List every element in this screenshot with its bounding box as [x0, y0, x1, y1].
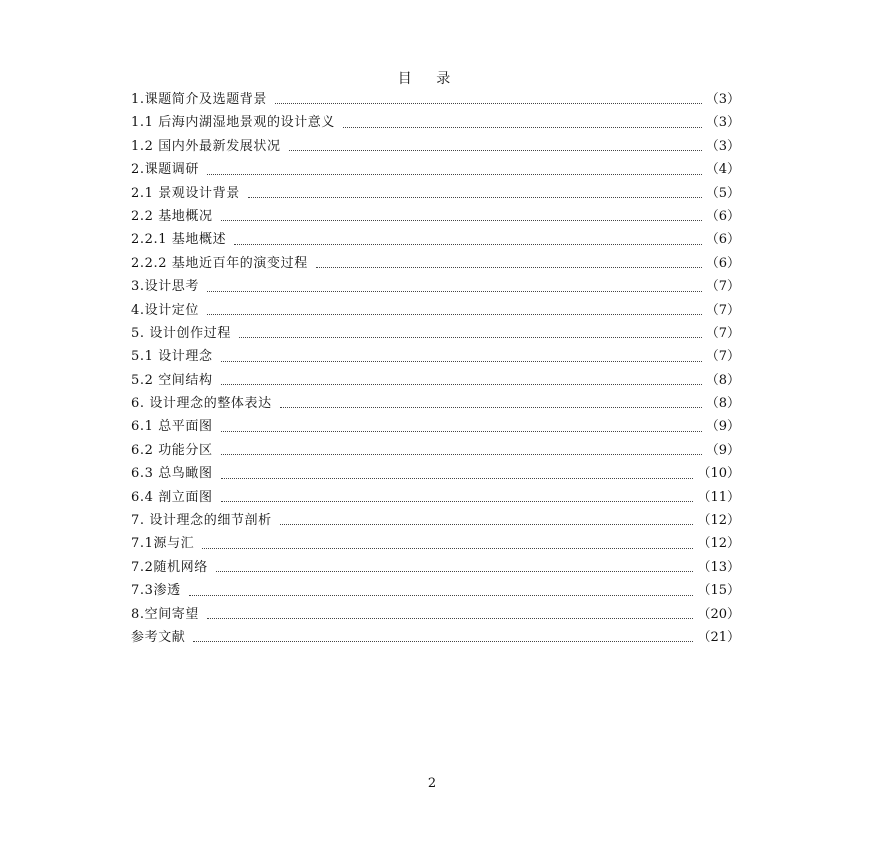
- toc-entry[interactable]: [131, 182, 740, 205]
- toc-entry[interactable]: [131, 486, 740, 509]
- dot-leader: [221, 361, 702, 362]
- toc-entry-page: （21）: [697, 629, 740, 645]
- toc-entry-label: 1.1 后海内湖湿地景观的设计意义: [131, 115, 336, 131]
- toc-entry-page: （15）: [697, 583, 740, 599]
- toc-entry-label: 4.设计定位: [131, 302, 200, 318]
- toc-entry-label: 7.3渗透: [131, 583, 181, 599]
- toc-entry-page: （8）: [705, 372, 740, 388]
- toc-entry[interactable]: [131, 88, 740, 111]
- toc-entry[interactable]: [131, 299, 740, 322]
- toc-entry-page: （3）: [705, 91, 740, 107]
- dot-leader: [221, 220, 702, 221]
- toc-entry[interactable]: [131, 439, 740, 462]
- page-number: 2: [427, 776, 437, 791]
- toc-entry-label: 6.2 功能分区: [131, 442, 213, 458]
- dot-leader: [216, 571, 694, 572]
- toc-entry[interactable]: [131, 158, 740, 181]
- toc-entry[interactable]: [131, 275, 740, 298]
- toc-entry-page: （6）: [705, 255, 740, 271]
- toc-entry[interactable]: [131, 252, 740, 275]
- toc-entry[interactable]: [131, 345, 740, 368]
- toc-entry[interactable]: [131, 626, 740, 649]
- dot-leader: [280, 524, 694, 525]
- toc-entry-label: 2.1 景观设计背景: [131, 185, 240, 201]
- toc-entry-page: （3）: [705, 115, 740, 131]
- dot-leader: [221, 501, 694, 502]
- dot-leader: [221, 384, 702, 385]
- toc-entry-page: （7）: [705, 302, 740, 318]
- dot-leader: [207, 174, 702, 175]
- toc-entry[interactable]: [131, 369, 740, 392]
- toc-entry-label: 6. 设计理念的整体表达: [131, 396, 272, 412]
- toc-entry-page: （13）: [697, 559, 740, 575]
- toc-entry-label: 7.2随机网络: [131, 559, 208, 575]
- toc-entry[interactable]: [131, 135, 740, 158]
- dot-leader: [207, 618, 693, 619]
- toc-entry-label: 5. 设计创作过程: [131, 325, 231, 341]
- toc-entry-page: （12）: [697, 536, 740, 552]
- toc-entry[interactable]: [131, 579, 740, 602]
- dot-leader: [316, 267, 702, 268]
- toc-entry-page: （8）: [705, 396, 740, 412]
- toc-entry-label: 参考文献: [131, 629, 186, 645]
- toc-entry-page: （3）: [705, 138, 740, 154]
- dot-leader: [202, 548, 693, 549]
- dot-leader: [239, 337, 702, 338]
- toc-entry-label: 2.课题调研: [131, 162, 200, 178]
- dot-leader: [248, 197, 702, 198]
- toc-entry-page: （10）: [697, 466, 740, 482]
- dot-leader: [289, 150, 702, 151]
- toc-entry-page: （11）: [697, 489, 740, 505]
- toc-entry-page: （6）: [705, 232, 740, 248]
- toc-entry[interactable]: [131, 462, 740, 485]
- toc-entry-page: （7）: [705, 349, 740, 365]
- toc-entry-page: （9）: [705, 419, 740, 435]
- toc-entry-label: 2.2.1 基地概述: [131, 232, 227, 248]
- toc-entry-label: 7.1源与汇: [131, 536, 195, 552]
- toc-entry[interactable]: [131, 111, 740, 134]
- toc-entry[interactable]: [131, 392, 740, 415]
- dot-leader: [207, 291, 702, 292]
- toc-title: 目 录: [397, 71, 461, 87]
- toc-entry-page: （5）: [705, 185, 740, 201]
- toc-entry-label: 3.设计思考: [131, 279, 200, 295]
- toc-entry-page: （4）: [705, 162, 740, 178]
- dot-leader: [207, 314, 702, 315]
- toc-entry-label: 6.3 总鸟瞰图: [131, 466, 213, 482]
- toc-entry-label: 2.2 基地概况: [131, 208, 213, 224]
- toc-entry-label: 1.课题简介及选题背景: [131, 91, 268, 107]
- dot-leader: [221, 478, 694, 479]
- toc-entry-label: 8.空间寄望: [131, 606, 200, 622]
- toc-entry-label: 5.2 空间结构: [131, 372, 213, 388]
- toc-entry-page: （7）: [705, 279, 740, 295]
- toc-entry-label: 6.4 剖立面图: [131, 489, 213, 505]
- dot-leader: [234, 244, 702, 245]
- toc-entry-page: （12）: [697, 513, 740, 529]
- toc-entry[interactable]: [131, 228, 740, 251]
- toc-entry[interactable]: [131, 603, 740, 626]
- toc-entry-label: 1.2 国内外最新发展状况: [131, 138, 281, 154]
- dot-leader: [280, 407, 702, 408]
- dot-leader: [275, 103, 702, 104]
- toc-entry-label: 6.1 总平面图: [131, 419, 213, 435]
- dot-leader: [193, 641, 693, 642]
- toc-entry[interactable]: [131, 322, 740, 345]
- dot-leader: [221, 431, 702, 432]
- toc-entry[interactable]: [131, 205, 740, 228]
- toc-entry-page: （9）: [705, 442, 740, 458]
- toc-entry[interactable]: [131, 556, 740, 579]
- toc-entry-label: 5.1 设计理念: [131, 349, 213, 365]
- toc-entry[interactable]: [131, 532, 740, 555]
- toc-entry-page: （6）: [705, 208, 740, 224]
- toc-entry-label: 7. 设计理念的细节剖析: [131, 513, 272, 529]
- toc-entry[interactable]: [131, 415, 740, 438]
- toc-entry-label: 2.2.2 基地近百年的演变过程: [131, 255, 308, 271]
- toc-entry[interactable]: [131, 509, 740, 532]
- dot-leader: [343, 127, 702, 128]
- toc-entry-page: （20）: [697, 606, 740, 622]
- toc-entry-page: （7）: [705, 325, 740, 341]
- dot-leader: [189, 595, 694, 596]
- toc-list: [131, 88, 740, 649]
- dot-leader: [221, 454, 702, 455]
